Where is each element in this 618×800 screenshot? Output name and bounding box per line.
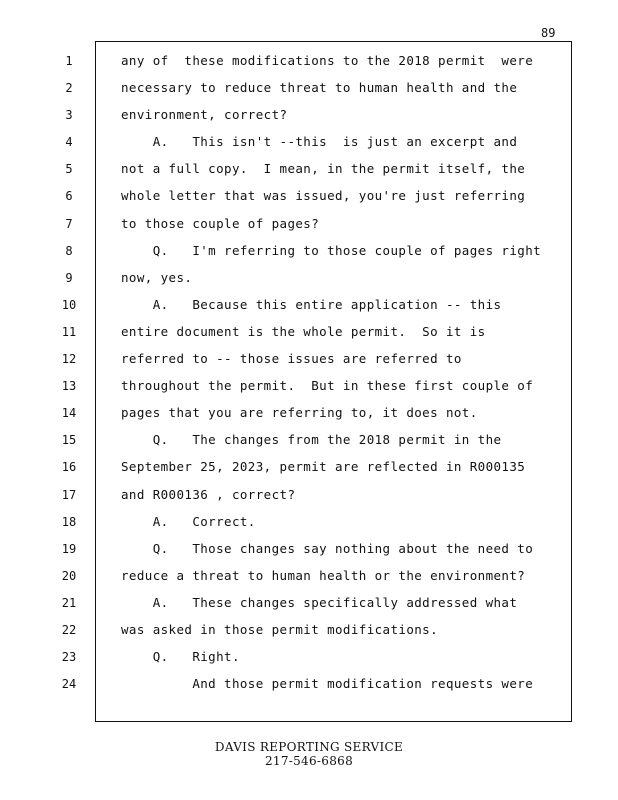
line-number: 21 bbox=[61, 595, 77, 610]
line-number: 18 bbox=[61, 514, 77, 529]
transcript-line: was asked in those permit modifications. bbox=[121, 621, 439, 637]
line-number: 15 bbox=[61, 433, 77, 448]
transcript-line: A. Because this entire application -- this bbox=[121, 296, 502, 312]
page-number: 89 bbox=[541, 26, 556, 40]
transcript-line: and R000136 , correct? bbox=[121, 486, 296, 502]
transcript-line: necessary to reduce threat to human health and the bbox=[121, 80, 518, 96]
transcript-line: Q. Right. bbox=[121, 649, 240, 665]
transcript-line: reduce a threat to human health or the environment? bbox=[121, 567, 526, 583]
line-number: 6 bbox=[65, 189, 73, 204]
line-number: 19 bbox=[61, 541, 77, 556]
line-number: 22 bbox=[61, 622, 77, 637]
transcript-line: A. This isn't --this is just an excerpt and bbox=[121, 134, 518, 150]
line-number: 4 bbox=[65, 135, 73, 150]
line-number: 14 bbox=[61, 406, 77, 421]
transcript-line: Q. I'm referring to those couple of pages right bbox=[121, 242, 542, 258]
transcript-line: pages that you are referring to, it does not. bbox=[121, 405, 478, 421]
line-number: 3 bbox=[65, 108, 73, 123]
line-number: 1 bbox=[65, 54, 73, 68]
line-number: 24 bbox=[61, 677, 77, 692]
transcript-line: A. These changes specifically addressed what bbox=[121, 594, 518, 610]
transcript-line: Q. Those changes say nothing about the need to bbox=[121, 540, 534, 556]
transcript-line: And those permit modification requests were bbox=[121, 676, 534, 692]
transcript-line: to those couple of pages? bbox=[121, 215, 320, 231]
footer-company: DAVIS REPORTING SERVICE bbox=[214, 740, 404, 754]
line-number: 5 bbox=[65, 162, 73, 177]
transcript-line: Q. The changes from the 2018 permit in the bbox=[121, 432, 502, 448]
line-number: 7 bbox=[65, 216, 73, 231]
line-number-column bbox=[58, 53, 80, 703]
line-number: 2 bbox=[65, 81, 73, 96]
transcript-line: A. Correct. bbox=[121, 513, 256, 529]
transcript-line: entire document is the whole permit. So it is bbox=[121, 323, 486, 339]
transcript-line: not a full copy. I mean, in the permit itself, the bbox=[121, 161, 526, 177]
line-number: 12 bbox=[61, 352, 77, 367]
transcript-line: throughout the permit. But in these first couple of bbox=[121, 378, 534, 394]
line-number: 23 bbox=[61, 650, 77, 665]
line-number: 16 bbox=[61, 460, 77, 475]
line-number: 13 bbox=[61, 379, 77, 394]
transcript-line: now, yes. bbox=[121, 269, 193, 285]
transcript-line: environment, correct? bbox=[121, 107, 288, 123]
line-number: 10 bbox=[61, 297, 77, 312]
transcript-line: any of these modifications to the 2018 permit were bbox=[121, 53, 534, 68]
line-number: 20 bbox=[61, 568, 77, 583]
line-number: 17 bbox=[61, 487, 77, 502]
transcript-line: September 25, 2023, permit are reflected in R000135 bbox=[121, 459, 526, 475]
transcript-line: whole letter that was issued, you're just referring bbox=[121, 188, 526, 204]
footer-phone: 217-546-6868 bbox=[264, 754, 354, 768]
line-number: 8 bbox=[65, 243, 73, 258]
transcript-line: referred to -- those issues are referred to bbox=[121, 351, 462, 367]
footer bbox=[0, 740, 618, 768]
line-number: 9 bbox=[65, 270, 73, 285]
line-number: 11 bbox=[61, 324, 77, 339]
transcript-body bbox=[121, 53, 559, 703]
